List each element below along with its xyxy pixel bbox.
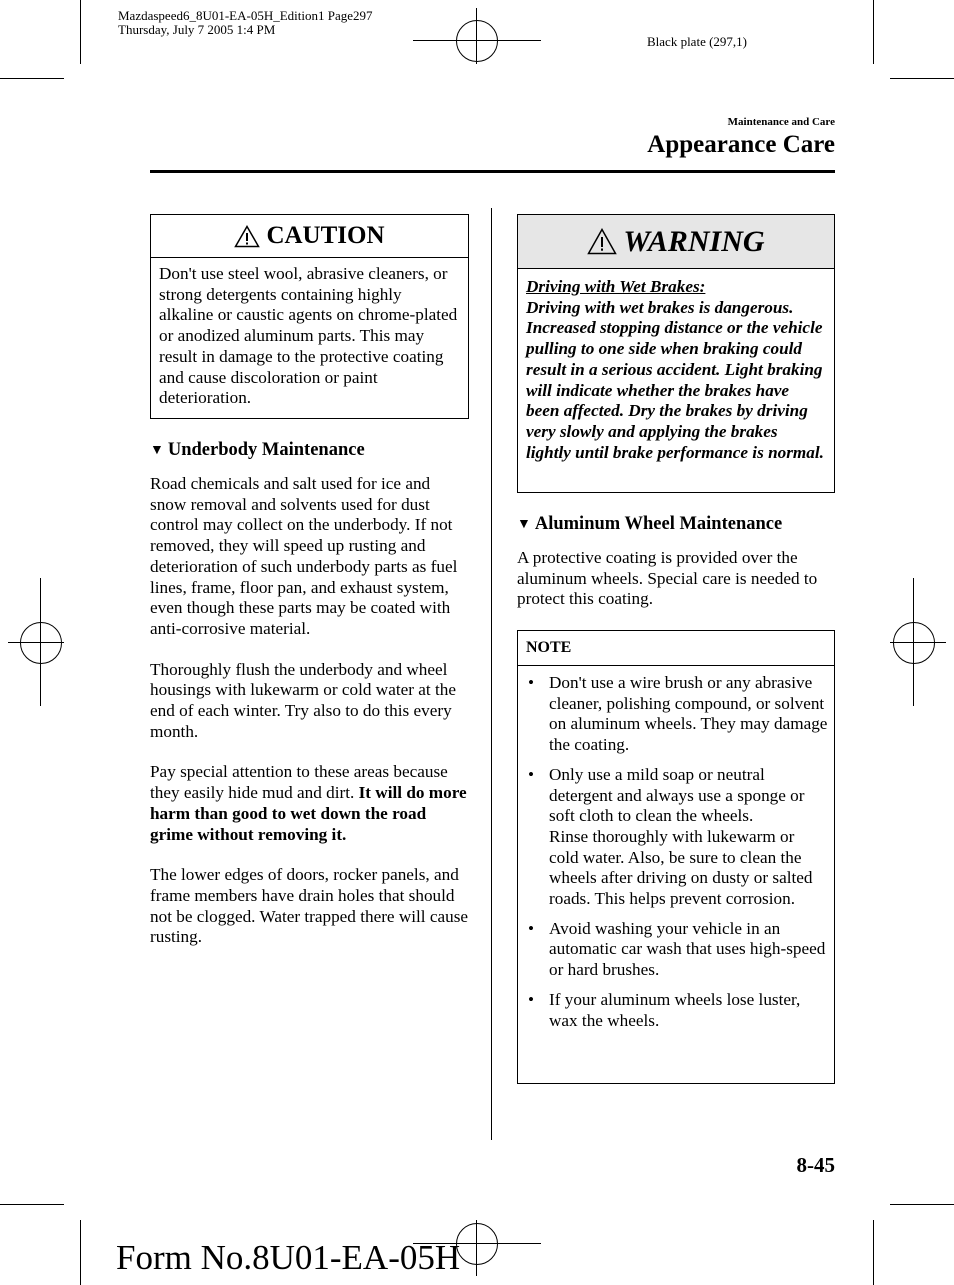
caution-title: CAUTION bbox=[266, 222, 385, 249]
aluminum-heading-text: Aluminum Wheel Maintenance bbox=[534, 514, 783, 534]
plate-label: Black plate (297,1) bbox=[647, 34, 747, 49]
caution-box bbox=[150, 214, 469, 419]
crop-mark bbox=[0, 78, 64, 79]
note-header: NOTE bbox=[518, 631, 834, 666]
note-box bbox=[517, 630, 835, 1084]
bullet: • bbox=[528, 918, 535, 938]
crop-mark bbox=[0, 1204, 64, 1205]
form-number: Form No.8U01-EA-05H bbox=[116, 1238, 461, 1277]
warning-title: WARNING bbox=[623, 224, 765, 258]
warning-body bbox=[518, 269, 834, 463]
list-item: • Avoid washing your vehicle in an automatic car wash that uses high-speed or hard brushes. bbox=[528, 918, 826, 980]
warning-triangle-icon bbox=[234, 225, 260, 248]
bullet: • bbox=[528, 989, 535, 1009]
crop-mark bbox=[873, 0, 874, 64]
warning-triangle-icon bbox=[587, 228, 617, 255]
warning-subtitle: Driving with Wet Brakes: bbox=[526, 277, 706, 296]
paragraph-plain: Pay special attention to these areas because they easily hide mud and dirt. bbox=[150, 762, 448, 803]
warning-header bbox=[518, 215, 834, 269]
crop-mark bbox=[873, 1220, 874, 1285]
list-item: • If your aluminum wheels lose luster, wax the wheels. bbox=[528, 989, 801, 1030]
file-line: Mazdaspeed6_8U01-EA-05H_Edition1 Page297 bbox=[118, 8, 373, 23]
warning-text: Driving with wet brakes is dangerous. Increased stopping distance or the vehicle pulling to one side when braking could result in a serious accident. Light braking will indicate whether the brakes have been affected. Dry the brakes by driving very slowly and applying the brakes lightly until brake performance is normal. bbox=[526, 297, 824, 462]
list-item: • Only use a mild soap or neutral detergent and always use a sponge or soft cloth to clean the wheels. bbox=[528, 764, 805, 826]
crop-mark bbox=[890, 1204, 954, 1205]
page-title: Appearance Care bbox=[647, 131, 835, 158]
bullet: • bbox=[528, 673, 535, 692]
down-triangle-icon: ▼ bbox=[517, 516, 531, 532]
bullet: • bbox=[528, 764, 535, 784]
warning-box bbox=[517, 214, 835, 493]
list-item: • Don't use a wire brush or any abrasive cleaner, polishing compound, or solvent on aluminum wheels. They may damage the coating. bbox=[528, 673, 828, 755]
paragraph: The lower edges of doors, rocker panels, and frame members have drain holes that should not be clogged. Water trapped there will cause rusting. bbox=[150, 865, 469, 947]
page-number: 8-45 bbox=[796, 1153, 835, 1177]
note-list bbox=[518, 666, 834, 1031]
underbody-body bbox=[150, 474, 470, 948]
paragraph bbox=[150, 762, 470, 845]
underbody-heading bbox=[150, 440, 365, 461]
column-divider bbox=[491, 208, 492, 1140]
down-triangle-icon: ▼ bbox=[150, 442, 164, 458]
list-item-continuation: Rinse thoroughly with lukewarm or cold water. Also, be sure to clean the wheels after driving on dusty or salted roads. This helps prevent corrosion. bbox=[549, 826, 813, 909]
date-line: Thursday, July 7 2005 1:4 PM bbox=[118, 22, 276, 37]
caution-text: Don't use steel wool, abrasive cleaners, or strong detergents containing highly alkaline or caustic agents on chrome-plated or anodized aluminum parts. This may result in damage to the protective coating and cause discoloration or paint deterioration. bbox=[159, 264, 458, 408]
chapter-label: Maintenance and Care bbox=[727, 116, 835, 128]
crop-mark bbox=[890, 78, 954, 79]
paragraph-bold: It will do more harm than good to wet down the road grime without removing it. bbox=[150, 783, 467, 844]
underbody-heading-text: Underbody Maintenance bbox=[167, 440, 365, 460]
crop-mark bbox=[80, 0, 81, 64]
caution-header bbox=[151, 215, 468, 258]
crop-mark bbox=[80, 1220, 81, 1285]
file-info bbox=[118, 9, 373, 37]
aluminum-body: A protective coating is provided over the aluminum wheels. Special care is needed to protect this coating. bbox=[517, 548, 818, 609]
aluminum-heading bbox=[517, 514, 782, 535]
paragraph: Thoroughly flush the underbody and wheel housings with lukewarm or cold water at the end of each winter. Try also to do this every month. bbox=[150, 659, 456, 741]
paragraph: Road chemicals and salt used for ice and snow removal and solvents used for dust control may collect on the underbody. If not removed, they will speed up rusting and deterioration of such underbody parts as fuel lines, frame, floor pan, and exhaust system, even though these parts may be coated with anti-corrosive material. bbox=[150, 474, 458, 638]
header-rule bbox=[150, 170, 835, 173]
